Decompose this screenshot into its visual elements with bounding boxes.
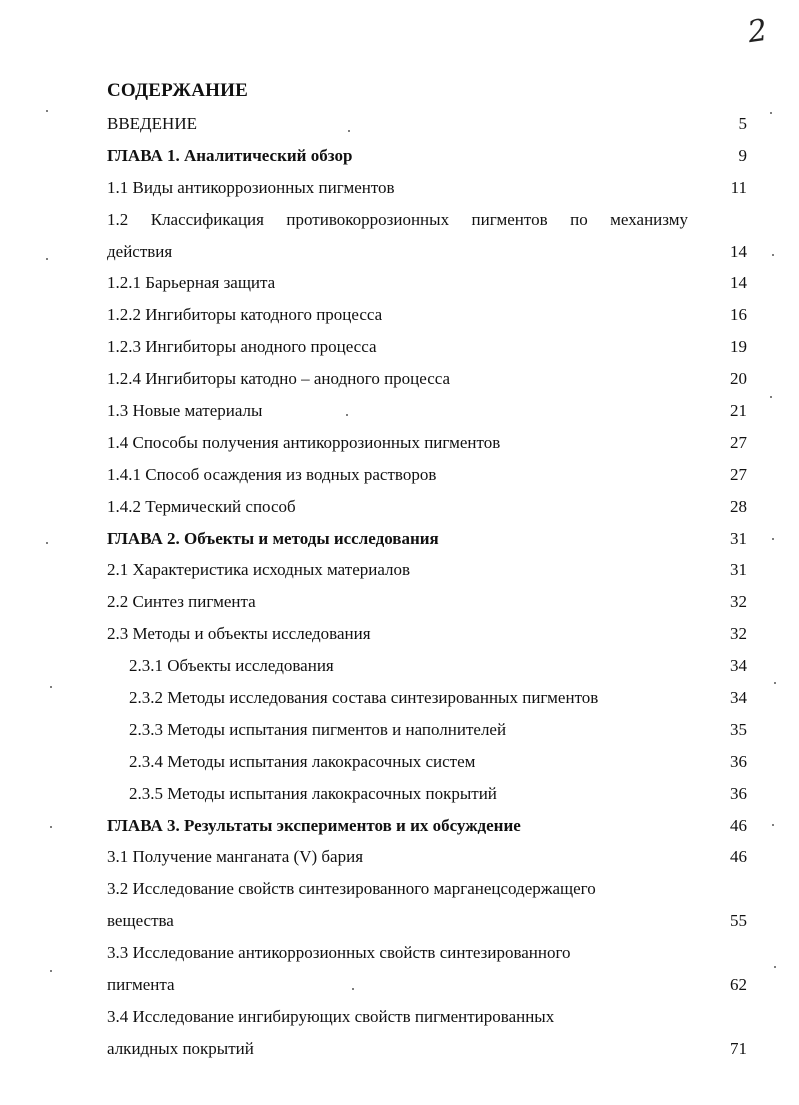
toc-entry-page: 14 (730, 241, 747, 261)
toc-entry (107, 682, 747, 714)
toc-entry (107, 395, 747, 427)
toc-entry-page: 46 (730, 847, 747, 867)
toc-entry-page: 11 (730, 177, 747, 197)
toc-entry-label: пигмента (107, 975, 175, 995)
toc-entry (107, 363, 747, 395)
toc-chapter (107, 810, 747, 842)
toc-entry-label: 1.2 Классификация противокоррозионных пигментов по механизму (107, 209, 688, 229)
toc-entry-label: 2.3 Методы и объекты исследования (107, 624, 371, 644)
scan-speck (772, 254, 774, 256)
toc-entry (107, 1033, 747, 1065)
toc-entry (107, 937, 747, 969)
toc-entry-page: 20 (730, 369, 747, 389)
toc-entry (107, 491, 747, 523)
toc-entry (107, 905, 747, 937)
toc-entry (107, 1001, 747, 1033)
toc-entry-label: 3.1 Получение манганата (V) бария (107, 847, 364, 867)
toc-entry-page: 71 (730, 1038, 747, 1058)
toc-entry-page: 21 (730, 401, 747, 421)
toc-entry-label: ГЛАВА 2. Объекты и методы исследования (107, 528, 439, 548)
toc-entry-label: 1.2.2 Ингибиторы катодного процесса (107, 305, 383, 325)
toc-entry (107, 427, 747, 459)
toc-entry-label: 1.2.1 Барьерная защита (107, 273, 276, 293)
toc-entry (107, 746, 747, 778)
toc-entry (107, 714, 747, 746)
scan-speck (46, 258, 48, 260)
toc-entry-label: действия (107, 241, 173, 261)
toc-entry (107, 236, 747, 268)
toc-entry (107, 267, 747, 299)
scan-speck (346, 414, 348, 416)
scan-speck (770, 112, 772, 114)
toc-entry (107, 969, 747, 1001)
toc-entry (107, 108, 747, 140)
table-of-contents (107, 108, 747, 1065)
toc-entry (107, 459, 747, 491)
scan-speck (348, 130, 350, 132)
toc-entry-page: 62 (730, 975, 747, 995)
toc-title: СОДЕРЖАНИЕ (107, 80, 248, 101)
toc-entry-label: 2.3.3 Методы испытания пигментов и наполнителей (129, 719, 507, 739)
toc-entry-label: 1.3 Новые материалы (107, 401, 263, 421)
toc-entry (107, 172, 747, 204)
toc-entry (107, 618, 747, 650)
toc-entry-page: 28 (730, 496, 747, 516)
scan-speck (50, 826, 52, 828)
toc-entry (107, 778, 747, 810)
scan-speck (770, 396, 772, 398)
toc-entry-page: 9 (738, 145, 747, 165)
toc-entry-label: 2.3.4 Методы испытания лакокрасочных систем (129, 751, 476, 771)
scan-speck (50, 970, 52, 972)
toc-entry-page: 31 (730, 528, 747, 548)
toc-entry (107, 204, 747, 236)
toc-entry-label: 3.2 Исследование свойств синтезированного марганецсодержащего (107, 879, 596, 899)
toc-entry-label: 2.1 Характеристика исходных материалов (107, 560, 411, 580)
toc-entry (107, 331, 747, 363)
toc-entry-page: 16 (730, 305, 747, 325)
toc-entry-page: 35 (730, 719, 747, 739)
toc-entry-label: 1.2.4 Ингибиторы катодно – анодного процесса (107, 369, 451, 389)
scan-speck (772, 824, 774, 826)
toc-entry-label: 2.3.2 Методы исследования состава синтезированных пигментов (129, 688, 599, 708)
toc-entry (107, 554, 747, 586)
toc-entry-page: 32 (730, 624, 747, 644)
toc-entry-label: 2.2 Синтез пигмента (107, 592, 256, 612)
toc-entry-page: 27 (730, 464, 747, 484)
toc-entry-label: вещества (107, 911, 174, 931)
toc-entry-page: 5 (738, 114, 747, 133)
toc-entry-label: 3.3 Исследование антикоррозионных свойств синтезированного (107, 943, 571, 963)
scan-speck (46, 110, 48, 112)
toc-entry-label: алкидных покрытий (107, 1038, 254, 1058)
toc-entry-page: 34 (730, 688, 747, 708)
toc-entry-label: 2.3.1 Объекты исследования (129, 656, 334, 676)
scan-speck (774, 682, 776, 684)
toc-entry-label: 1.2.3 Ингибиторы анодного процесса (107, 337, 377, 357)
toc-entry-page: 32 (730, 592, 747, 612)
scan-speck (772, 538, 774, 540)
toc-chapter (107, 523, 747, 555)
toc-entry-label: 1.4 Способы получения антикоррозионных пигментов (107, 432, 501, 452)
toc-entry-page: 14 (730, 273, 747, 293)
toc-entry (107, 873, 747, 905)
toc-entry-page: 46 (730, 815, 747, 835)
scan-speck (46, 542, 48, 544)
scan-speck (774, 966, 776, 968)
toc-entry (107, 299, 747, 331)
toc-entry-label: ГЛАВА 3. Результаты экспериментов и их обсуждение (107, 815, 521, 835)
toc-entry-page: 27 (730, 432, 747, 452)
toc-entry-label: ГЛАВА 1. Аналитический обзор (107, 145, 353, 165)
toc-entry (107, 841, 747, 873)
toc-entry-page: 34 (730, 656, 747, 676)
toc-entry-page: 31 (730, 560, 747, 580)
toc-entry-label: 1.1 Виды антикоррозионных пигментов (107, 177, 395, 197)
toc-entry-label: 1.4.2 Термический способ (107, 496, 296, 516)
toc-entry (107, 586, 747, 618)
toc-entry (107, 650, 747, 682)
toc-entry-label: 2.3.5 Методы испытания лакокрасочных покрытий (129, 783, 497, 803)
toc-entry-label: 1.4.1 Способ осаждения из водных растворов (107, 464, 437, 484)
toc-entry-label: 3.4 Исследование ингибирующих свойств пигментированных (107, 1006, 555, 1026)
toc-entry-page: 36 (730, 783, 747, 803)
scan-speck (352, 988, 354, 990)
handwritten-page-number: 2 (745, 12, 770, 51)
toc-entry-page: 19 (730, 337, 747, 357)
toc-entry-page: 55 (730, 911, 747, 931)
toc-entry-page: 36 (730, 751, 747, 771)
scan-speck (50, 686, 52, 688)
toc-entry-label: ВВЕДЕНИЕ (107, 114, 197, 133)
toc-chapter (107, 140, 747, 172)
